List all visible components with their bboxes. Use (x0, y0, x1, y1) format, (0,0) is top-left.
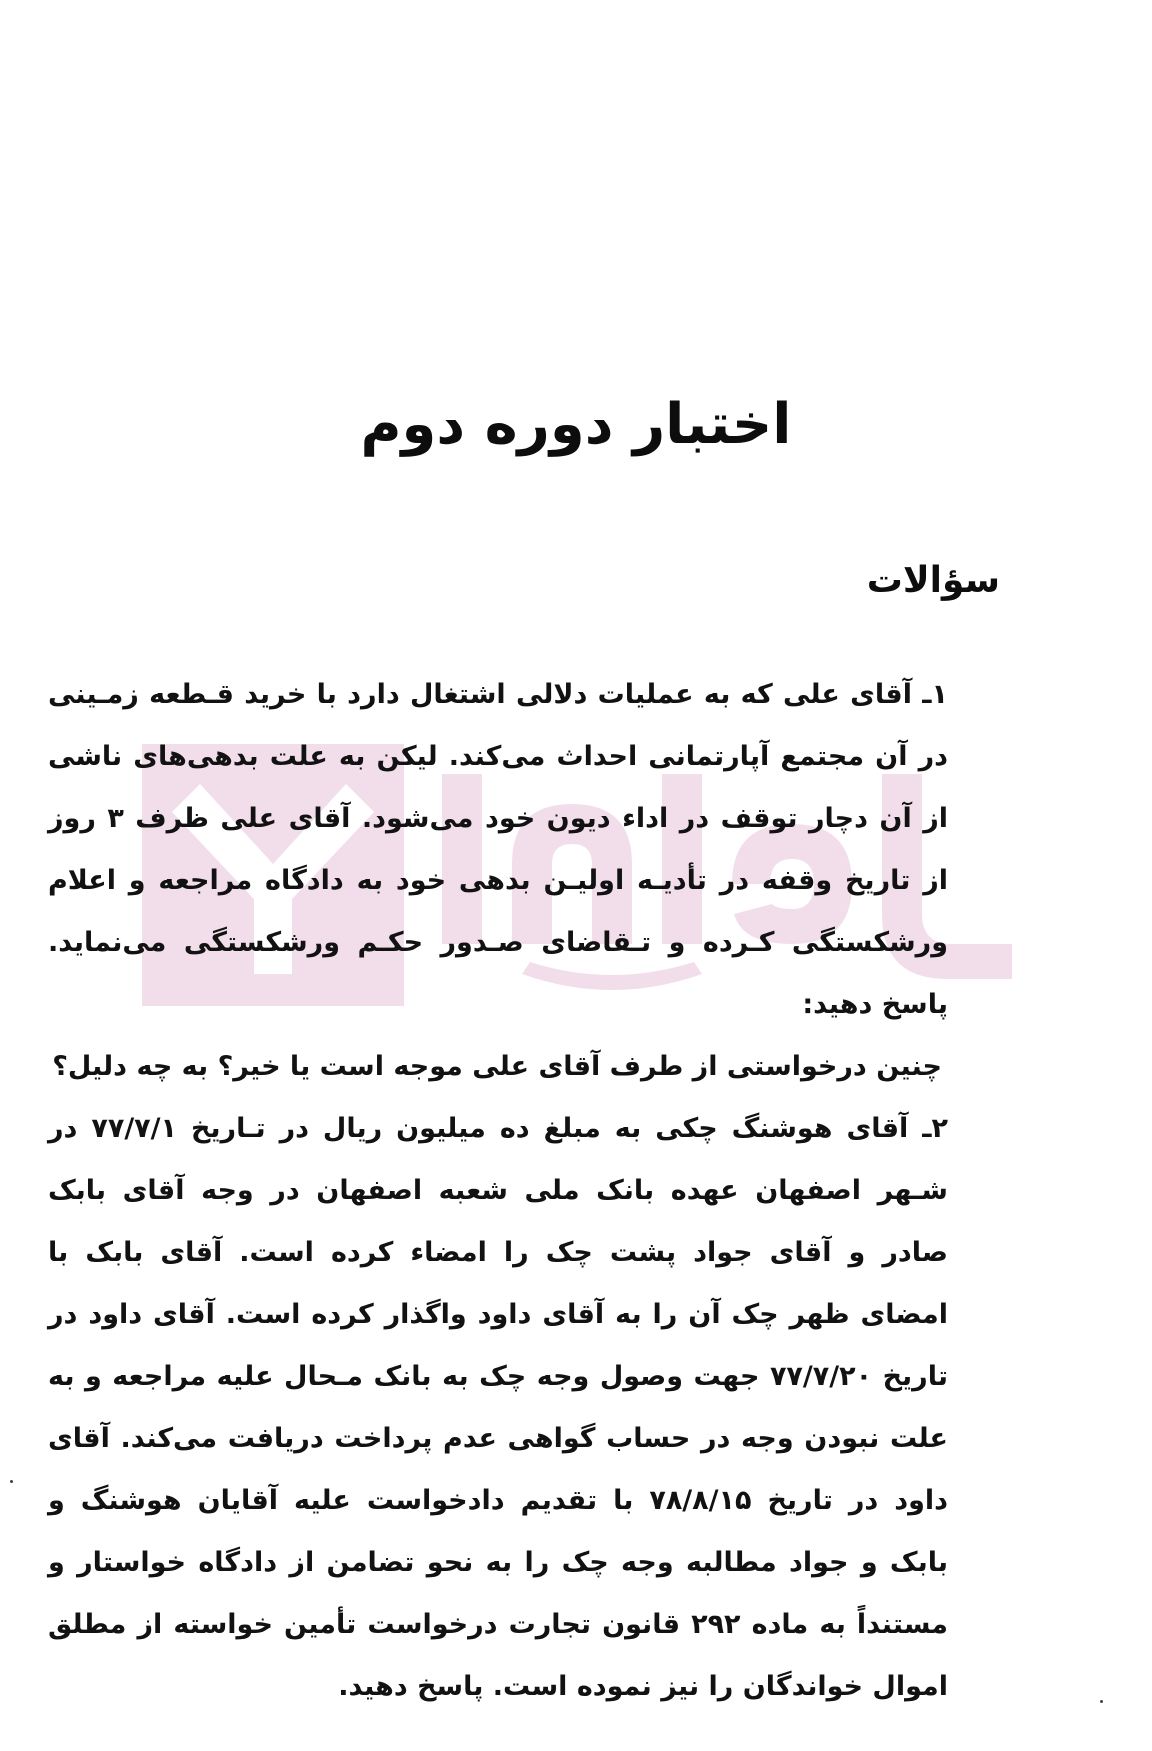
page-title: اختبار دوره دوم (360, 392, 792, 457)
question-2-text: ۲ـ آقای هوشنگ چکی به مبلغ ده میلیون ریال در تـاریخ ۷۷/۷/۱ در شـهر اصفهان عهده بانک ملی شعبه اصفهان در وجه آقای بابک صادر و آقای جواد پشت چک را امضاء کرده است. آقای بابک با امضای ظهر چک آن را به آقای داود واگذار کرده است. آقای داود در تاریخ ۷۷/۷/۲۰ جهت وصول وجه چک به بانک مـحال علیه مراجعه و به علت نبودن وجه در حساب گواهی عدم پرداخت دریافت می‌کند. آقای داود در تاریخ ۷۸/۸/۱۵ با تقدیم دادخواست علیه آقایان هوشنگ و بابک و جواد مطالبه وجه چک را به نحو تضامن از دادگاه خواستار و مستنداً به ماده ۲۹۲ قانون تجارت درخواست تأمین خواسته از مطلق اموال خواندگان را نیز نموده است. پاسخ دهید. (48, 1113, 949, 1702)
questions-body (48, 664, 1006, 1718)
section-heading: سؤالات (866, 560, 1000, 601)
question-1-prompt: چنین درخواستی از طرف آقای علی موجه است یا خیر؟ به چه دلیل؟ (52, 1051, 942, 1082)
scan-speck (1100, 1700, 1103, 1703)
question-1-text: ۱ـ آقای علی که به عملیات دلالی اشتغال دارد با خرید قـطعه زمـینی در آن مجتمع آپارتمانی احداث می‌کند. لیکن به علت بدهی‌های ناشی از آن دچار توقف در اداء دیون خود می‌شود. آقای علی ظرف ۳ روز از تاریخ وقفه در تأدیـه اولیـن بدهی خود به دادگاه مراجعه و اعلام ورشکستگی کـرده و تـقاضای صـدور حکـم ورشکستگی می‌نماید. پاسخ دهید: (48, 679, 948, 1020)
scan-speck (10, 1480, 13, 1483)
